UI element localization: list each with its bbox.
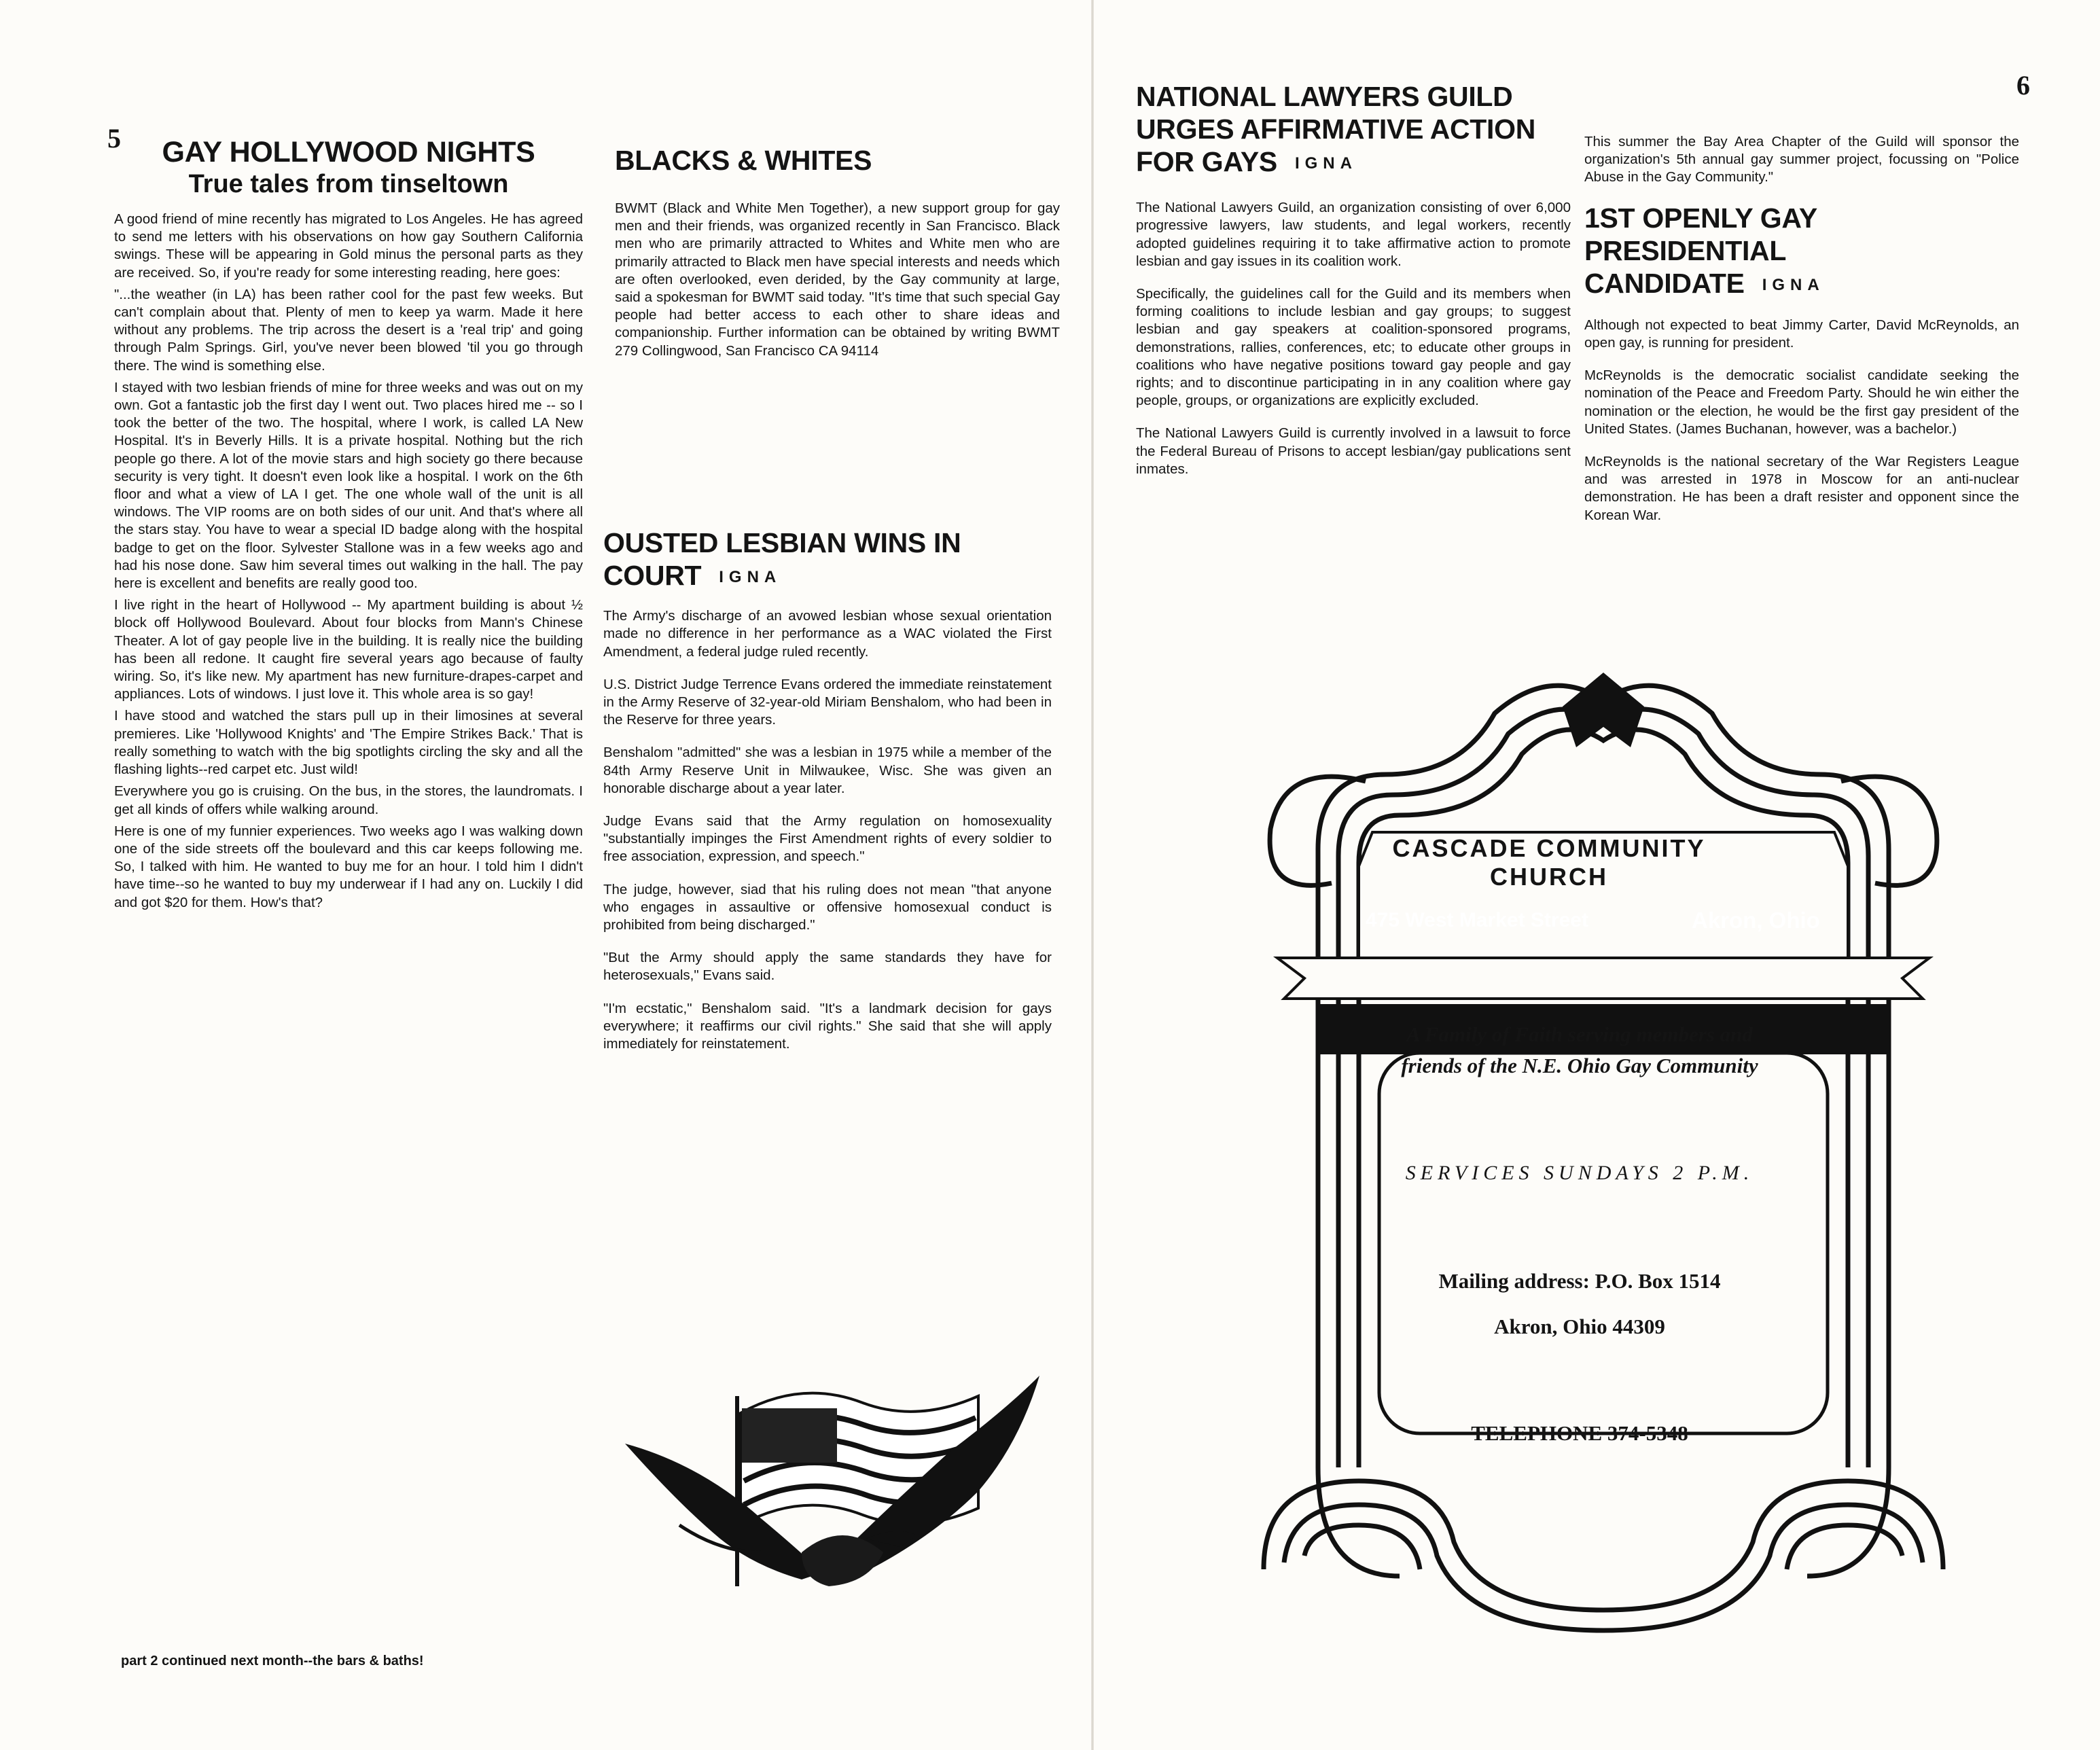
page-number-right: 6 (2016, 70, 2030, 101)
eagle-flag-illustration (598, 1349, 1067, 1593)
blacks-whites-article (615, 144, 1060, 375)
lesbian-paragraph: The Army's discharge of an avowed lesbian whose sexual orientation made no difference in her performance as a WAC violated the First Amendment, a federal judge ruled recently. (603, 608, 1052, 660)
lesbian-article (603, 526, 1052, 1068)
hollywood-paragraph: Everywhere you go is cruising. On the bus, in the stores, the laundromats. I get all kinds of offers while walking around. (114, 783, 583, 817)
hollywood-paragraph: I have stood and watched the stars pull up in their limosines at several premieres. Like 'Hollywood Knights' and 'The Empire Strikes Back.' That is really something to watch with the big spotlights circling the sky and all the flashing lights--red carpet etc. Just wild! (114, 708, 583, 778)
lesbian-paragraph: Judge Evans said that the Army regulation on homosexuality "substantially impinges the First Amendment rights of every soldier to free association, expression, and speech." (603, 813, 1052, 865)
church-tagline-line1: A Family of Faith serving members and (1406, 1022, 1753, 1046)
lawyers-source: IGNA (1294, 154, 1357, 173)
hollywood-paragraph: A good friend of mine recently has migrated to Los Angeles. He has agreed to send me letters with his observations on how gay Southern California swings. These will be appearing in Gold minus the personal parts as they are received. So, if you're ready for some interesting reading, here goes: (114, 211, 583, 281)
church-mailing-city: Akron, Ohio 44309 (1494, 1315, 1665, 1338)
page-crease (1091, 0, 1094, 1750)
church-ad-frame (1236, 673, 1970, 1637)
church-city: Akron, Ohio (1692, 908, 1820, 933)
church-telephone: TELEPHONE 374-5348 (1471, 1421, 1688, 1445)
candidate-paragraph: Although not expected to beat Jimmy Carter, David McReynolds, an open gay, is running for president. (1584, 317, 2019, 351)
lawyers-paragraph: Specifically, the guidelines call for the Guild and its members when forming coalitions to include lesbian and gay groups; to suggest lesbian and gay speakers at coalition-sponsored programs, demonstrations, rallies, conferences, etc; to educate other groups in coalitions who have negative positions toward gay people and gay rights; and to discontinue participating in in any coalition where gay people, groups, or organizations are explicitly excluded. (1136, 285, 1571, 409)
church-tagline-line2: friends of the N.E. Ohio Gay Community (1401, 1054, 1758, 1077)
candidate-paragraph: McReynolds is the democratic socialist candidate seeking the nomination of the Peace and Freedom Party. Should he win either the nomination or the election, he would be the first gay president of the United States. (James Buchanan, however, was a bachelor.) (1584, 368, 2019, 437)
hollywood-subtitle: True tales from tinseltown (188, 170, 509, 198)
hollywood-article (114, 136, 583, 916)
lawyers-title-line3: FOR GAYS (1136, 146, 1277, 177)
blacks-whites-body: BWMT (Black and White Men Together), a new support group for gay men and their friends, was organized recently in San Francisco. Black men who are primarily attracted to Whites and White men who are primarily attracted to Black men have special interests and needs which are often overlooked, even derided, by the Gay community at large, said a spokesman for BWMT said today. "It's time that such special Gay people had better access to each other to share ideas and companionship. Further information can be obtained by writing BWMT 279 Collingwood, San Francisco CA 94114 (615, 200, 1060, 359)
candidate-title-line1: 1ST OPENLY GAY PRESIDENTIAL (1584, 202, 1817, 266)
church-street: 475 West Market Street (1366, 909, 1588, 931)
hollywood-paragraph: Here is one of my funnier experiences. Two weeks ago I was walking down one of the side streets off the boulevard and this car keeps following me. So, I talked with him. He wanted to buy me for an hour. I told him I didn't have time--so he wanted to buy my underwear if I had any on. Luckily I did and got $20 for them. How's that? (114, 823, 583, 910)
lesbian-paragraph: The judge, however, siad that his ruling does not mean "that anyone who engages in assaultive or offensive homosexual conduct is prohibited from being discharged." (603, 881, 1052, 933)
lawyers-article (1136, 80, 1571, 493)
hollywood-title: GAY HOLLYWOOD NIGHTS (162, 136, 535, 168)
lawyers-title-line1: NATIONAL LAWYERS GUILD (1136, 81, 1513, 112)
lawyers-title-line2: URGES AFFIRMATIVE ACTION (1136, 113, 1536, 145)
lesbian-source: IGNA (719, 568, 782, 587)
candidate-source: IGNA (1762, 275, 1825, 294)
lesbian-paragraph: U.S. District Judge Terrence Evans ordered the immediate reinstatement in the Army Reserve of 32-year-old Miriam Benshalom, who had been in the Reserve for three years. (603, 676, 1052, 728)
lawyers-paragraph: The National Lawyers Guild, an organization consisting of over 6,000 progressive lawyers, law students, and legal workers, recently adopted guidelines requiring it to take affirmative action to promote lesbian and gay issues in its coalition work. (1136, 200, 1571, 269)
page-number-left: 5 (107, 123, 121, 154)
lawyers-paragraph: The National Lawyers Guild is currently involved in a lawsuit to force the Federal Bureau of Prisons to accept lesbian/gay publications sent inmates. (1136, 425, 1571, 477)
church-mailing-address: Mailing address: P.O. Box 1514 (1438, 1269, 1721, 1293)
lesbian-title-line1: OUSTED LESBIAN WINS IN (603, 527, 961, 558)
hollywood-paragraph: I live right in the heart of Hollywood -- My apartment building is about ½ block off Hollywood Boulevard. About four blocks from Mann's Chinese Theater. A lot of gay people live in the building. It is really nice the building has been all redone. It caught fire several years ago because of faulty wiring. So, it's like new. My apartment has new furniture-drapes-carpet and appliances. Lots of windows. I just love it. This whole area is so gay! (114, 597, 583, 702)
candidate-paragraph: McReynolds is the national secretary of the War Registers League and was arrested in 1978 in Moscow for an anti-nuclear demonstration. He has been a draft resister and opponent since the Korean War. (1584, 454, 2019, 523)
hollywood-footnote: part 2 continued next month--the bars & baths! (121, 1654, 424, 1668)
lesbian-paragraph: Benshalom "admitted" she was a lesbian in 1975 while a member of the 84th Army Reserve Unit in Milwaukee, Wisc. She was given an honorable discharge about a year later. (603, 745, 1052, 796)
lawyers-paragraph: This summer the Bay Area Chapter of the Guild will sponsor the organization's 5th annual gay summer project, focussing on "Police Abuse in the Gay Community." (1584, 134, 2019, 185)
right-column (1584, 133, 2019, 539)
blacks-whites-title: BLACKS & WHITES (615, 145, 872, 176)
lesbian-title-line2: COURT (603, 560, 702, 591)
lesbian-paragraph: "But the Army should apply the same standards they have for heterosexuals," Evans said. (603, 950, 1052, 984)
hollywood-paragraph: I stayed with two lesbian friends of mine for three weeks and was out on my own. Got a fantastic job the first day I went out. Two places hired me -- so I took the better of the two. The hospital, where I work, is called LA New Hospital. It's in Beverly Hills. It is a private hospital. Nothing but the rich people go there. A lot of the movie stars and high society go there because security is very tight. It doesn't even look like a hospital. I work on the 6th floor and what a view of LA I get. The one whole wall of the unit is all windows. The VIP rooms are on both sides of our unit. And that's where all the stars stay. You have to wear a special ID badge along with the hospital badge to get on the floor. Sylvester Stallone was in a few weeks ago and had his nose done. Saw him several times out walking in the hall. The pay here is excellent and benefits are really good too. (114, 379, 583, 592)
church-services: SERVICES SUNDAYS 2 P.M. (1405, 1162, 1754, 1184)
hollywood-paragraph: "...the weather (in LA) has been rather cool for the past few weeks. But can't complain about that. Plenty of men to keep ya warm. Made it here without any problems. The trip across the desert is a 'real trip' and going through Palm Springs. Girl, you've never been blowed 'til you go through there. The wind is something else. (114, 286, 583, 374)
candidate-title-line2: CANDIDATE (1584, 267, 1745, 299)
church-tagline (1274, 1019, 1885, 1082)
church-name: CASCADE COMMUNITY CHURCH (1392, 834, 1706, 891)
lesbian-paragraph: "I'm ecstatic," Benshalom said. "It's a landmark decision for gays everywhere; it reaffirms our civil rights." She said that she will apply immediately for reinstatement. (603, 1000, 1052, 1052)
